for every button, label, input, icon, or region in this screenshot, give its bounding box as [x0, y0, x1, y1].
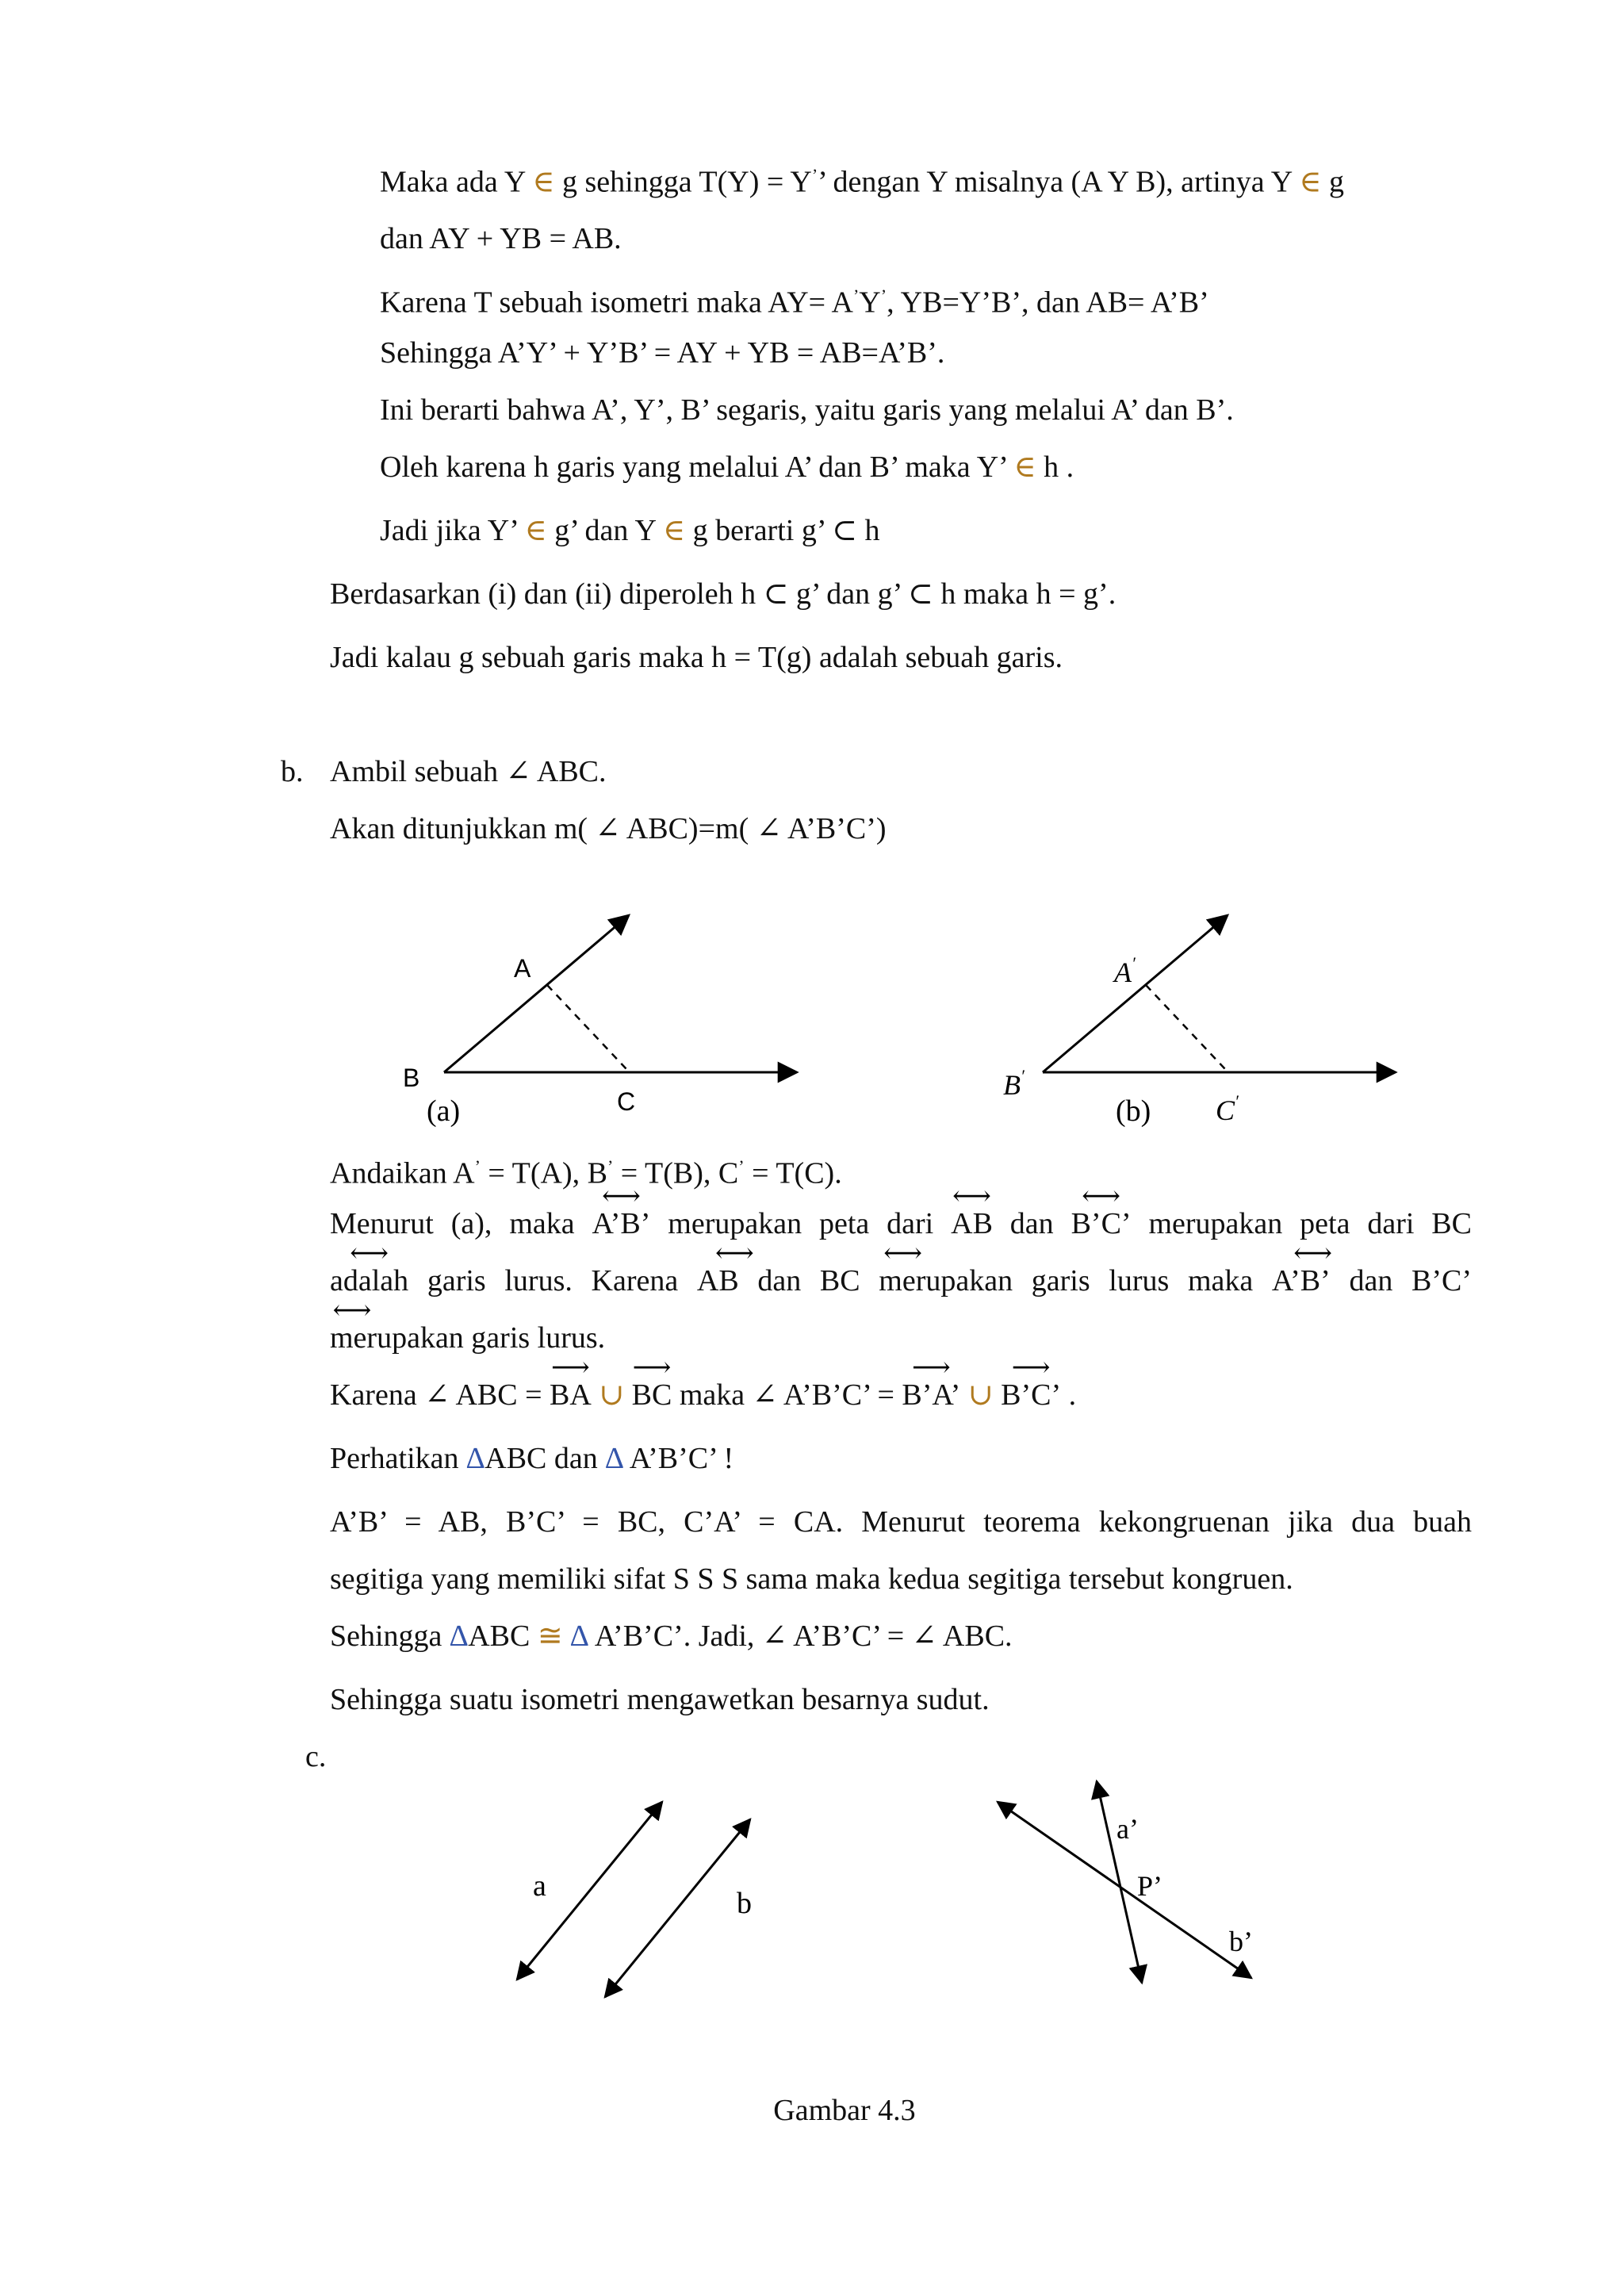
list-marker-c: c.	[305, 1740, 327, 1773]
double-arrow-icon: ⟷	[602, 1182, 641, 1211]
right-arrow-icon: ⟶	[911, 1353, 951, 1382]
label-line-a-prime: a’	[1116, 1813, 1139, 1845]
ray-b-prime-a-prime	[1043, 915, 1228, 1072]
line-a6: Oleh karena h garis yang melalui A’ dan B’ maka Y’ ∈ h .	[380, 450, 1074, 484]
double-arrow-icon: ⟷	[1082, 1182, 1120, 1211]
triangle-symbol: ∆	[449, 1619, 469, 1653]
line-karena-angle: Karena ∠ ABC = ⟶ BA ∪ ⟶ BC maka ∠ A’B’C’ = ⟶ B’A’ ∪ ⟶ B’C’ .	[330, 1353, 1077, 1412]
union-symbol: ∪	[591, 1378, 632, 1412]
line-a-prime	[1097, 1781, 1142, 1983]
double-arrow-icon: ⟷	[332, 1296, 372, 1325]
dashed-segment-a-prime-c-prime	[1146, 985, 1225, 1069]
element-of-symbol: ∈	[532, 165, 555, 199]
intersecting-lines-figure	[975, 1761, 1293, 2014]
ray-ba	[444, 915, 629, 1072]
element-of-symbol: ∈	[663, 514, 686, 547]
line-para1-l2: segitiga yang memiliki sifat S S S sama maka kedua segitiga tersebut kongruen.	[330, 1562, 1293, 1596]
figure-caption: Gambar 4.3	[773, 2094, 916, 2127]
triangle-symbol: ∆	[605, 1442, 624, 1475]
angle-figure-b	[991, 896, 1435, 1134]
line-a8: Berdasarkan (i) dan (ii) diperoleh h ⊂ g’ dan g’ ⊂ h maka h = g’.	[330, 577, 1116, 611]
element-of-symbol: ∈	[1013, 450, 1036, 484]
ray-notation-bc: ⟶ BC	[631, 1353, 672, 1412]
triangle-symbol: ∆	[466, 1442, 485, 1475]
line-a7: Jadi jika Y’ ∈ g’ dan Y ∈ g berarti g’ ⊂ h	[380, 514, 880, 547]
line-a1: Maka ada Y ∈ g sehingga T(Y) = Y’’ dengan Y misalnya (A Y B), artinya Y ∈ g	[380, 165, 1344, 199]
line-notation-b-c-prime: ⟷ B’C’	[1071, 1182, 1132, 1240]
label-point-p-prime: P’	[1137, 1870, 1163, 1902]
right-arrow-icon: ⟶	[1011, 1353, 1051, 1382]
line-perhatikan: Perhatikan ∆ABC dan ∆ A’B’C’ !	[330, 1442, 734, 1475]
double-arrow-icon: ⟷	[883, 1239, 923, 1268]
line-menurut: Menurut (a), maka ⟷ A’B’ merupakan peta dari ⟷ AB dan ⟷ B’C’ merupakan peta dari BC	[330, 1182, 1472, 1240]
line-a4: Sehingga A’Y’ + Y’B’ = AY + YB = AB=A’B’.	[380, 336, 945, 370]
line-a9: Jadi kalau g sebuah garis maka h = T(g) adalah sebuah garis.	[330, 641, 1063, 674]
label-a: A	[514, 954, 531, 983]
union-symbol: ∪	[960, 1378, 1002, 1412]
line-sehingga-congruent: Sehingga ∆ABC ≅ ∆ A’B’C’. Jadi, ∠ A’B’C’ = ∠ ABC.	[330, 1619, 1013, 1653]
caption-a: (a)	[427, 1094, 461, 1128]
ray-notation-b-c-prime: ⟶ B’C’	[1001, 1353, 1062, 1412]
element-of-symbol: ∈	[1299, 165, 1322, 199]
congruent-symbol: ≅	[537, 1619, 563, 1653]
dashed-segment-ac	[547, 985, 626, 1069]
label-c: C	[617, 1087, 636, 1116]
label-line-a: a	[533, 1869, 546, 1903]
ray-notation-b-a-prime: ⟶ B’A’	[902, 1353, 961, 1412]
right-arrow-icon: ⟶	[551, 1353, 590, 1382]
parallel-lines-figure	[476, 1777, 793, 2014]
label-a-prime: A′	[1114, 953, 1136, 988]
double-arrow-icon: ⟷	[952, 1182, 991, 1211]
list-marker-b: b.	[281, 755, 304, 788]
double-arrow-icon: ⟷	[1293, 1239, 1332, 1268]
line-b-intro2: Akan ditunjukkan m( ∠ ABC)=m( ∠ A’B’C’)	[330, 812, 887, 845]
line-sehingga-isometri: Sehingga suatu isometri mengawetkan besarnya sudut.	[330, 1683, 990, 1716]
line-andaikan: Andaikan A’ = T(A), B’ = T(B), C’ = T(C).	[330, 1156, 842, 1190]
line-adalah: ⟷ adalah garis lurus. Karena ⟷ AB dan BC ⟷ merupakan garis lurus maka ⟷ A’B’ dan B’C’	[330, 1239, 1472, 1297]
double-arrow-icon: ⟷	[715, 1239, 754, 1268]
subset-symbol: ⊂	[763, 577, 789, 611]
ray-notation-ba: ⟶ BA	[550, 1353, 592, 1412]
line-b-intro1: Ambil sebuah ∠ ABC.	[330, 755, 607, 788]
line-a5: Ini berarti bahwa A’, Y’, B’ segaris, yaitu garis yang melalui A’ dan B’.	[380, 393, 1234, 427]
line-para1-l1: A’B’ = AB, B’C’ = BC, C’A’ = CA. Menurut teorema kekongruenan jika dua buah	[330, 1505, 1472, 1539]
line-notation-ab: ⟷ AB	[951, 1182, 993, 1240]
label-c-prime: C′	[1216, 1091, 1239, 1126]
line-notation-a-b-prime: ⟷ A’B’	[592, 1182, 651, 1240]
subset-symbol: ⊂	[832, 514, 858, 547]
caption-b: (b)	[1116, 1094, 1151, 1128]
label-line-b: b	[737, 1887, 752, 1920]
label-b: B	[403, 1064, 420, 1092]
right-arrow-icon: ⟶	[632, 1353, 672, 1382]
line-a3: Karena T sebuah isometri maka AY= A’Y’, YB=Y’B’, dan AB= A’B’	[380, 286, 1209, 320]
subset-symbol: ⊂	[907, 577, 933, 611]
label-line-b-prime: b’	[1229, 1926, 1253, 1957]
triangle-symbol: ∆	[562, 1619, 589, 1653]
angle-figure-a	[381, 896, 825, 1134]
line-merupakan: ⟷ merupakan garis lurus.	[330, 1296, 606, 1355]
double-arrow-icon: ⟷	[350, 1239, 389, 1268]
element-of-symbol: ∈	[524, 514, 547, 547]
line-a2: dan AY + YB = AB.	[380, 222, 622, 255]
label-b-prime: B′	[1003, 1066, 1025, 1101]
